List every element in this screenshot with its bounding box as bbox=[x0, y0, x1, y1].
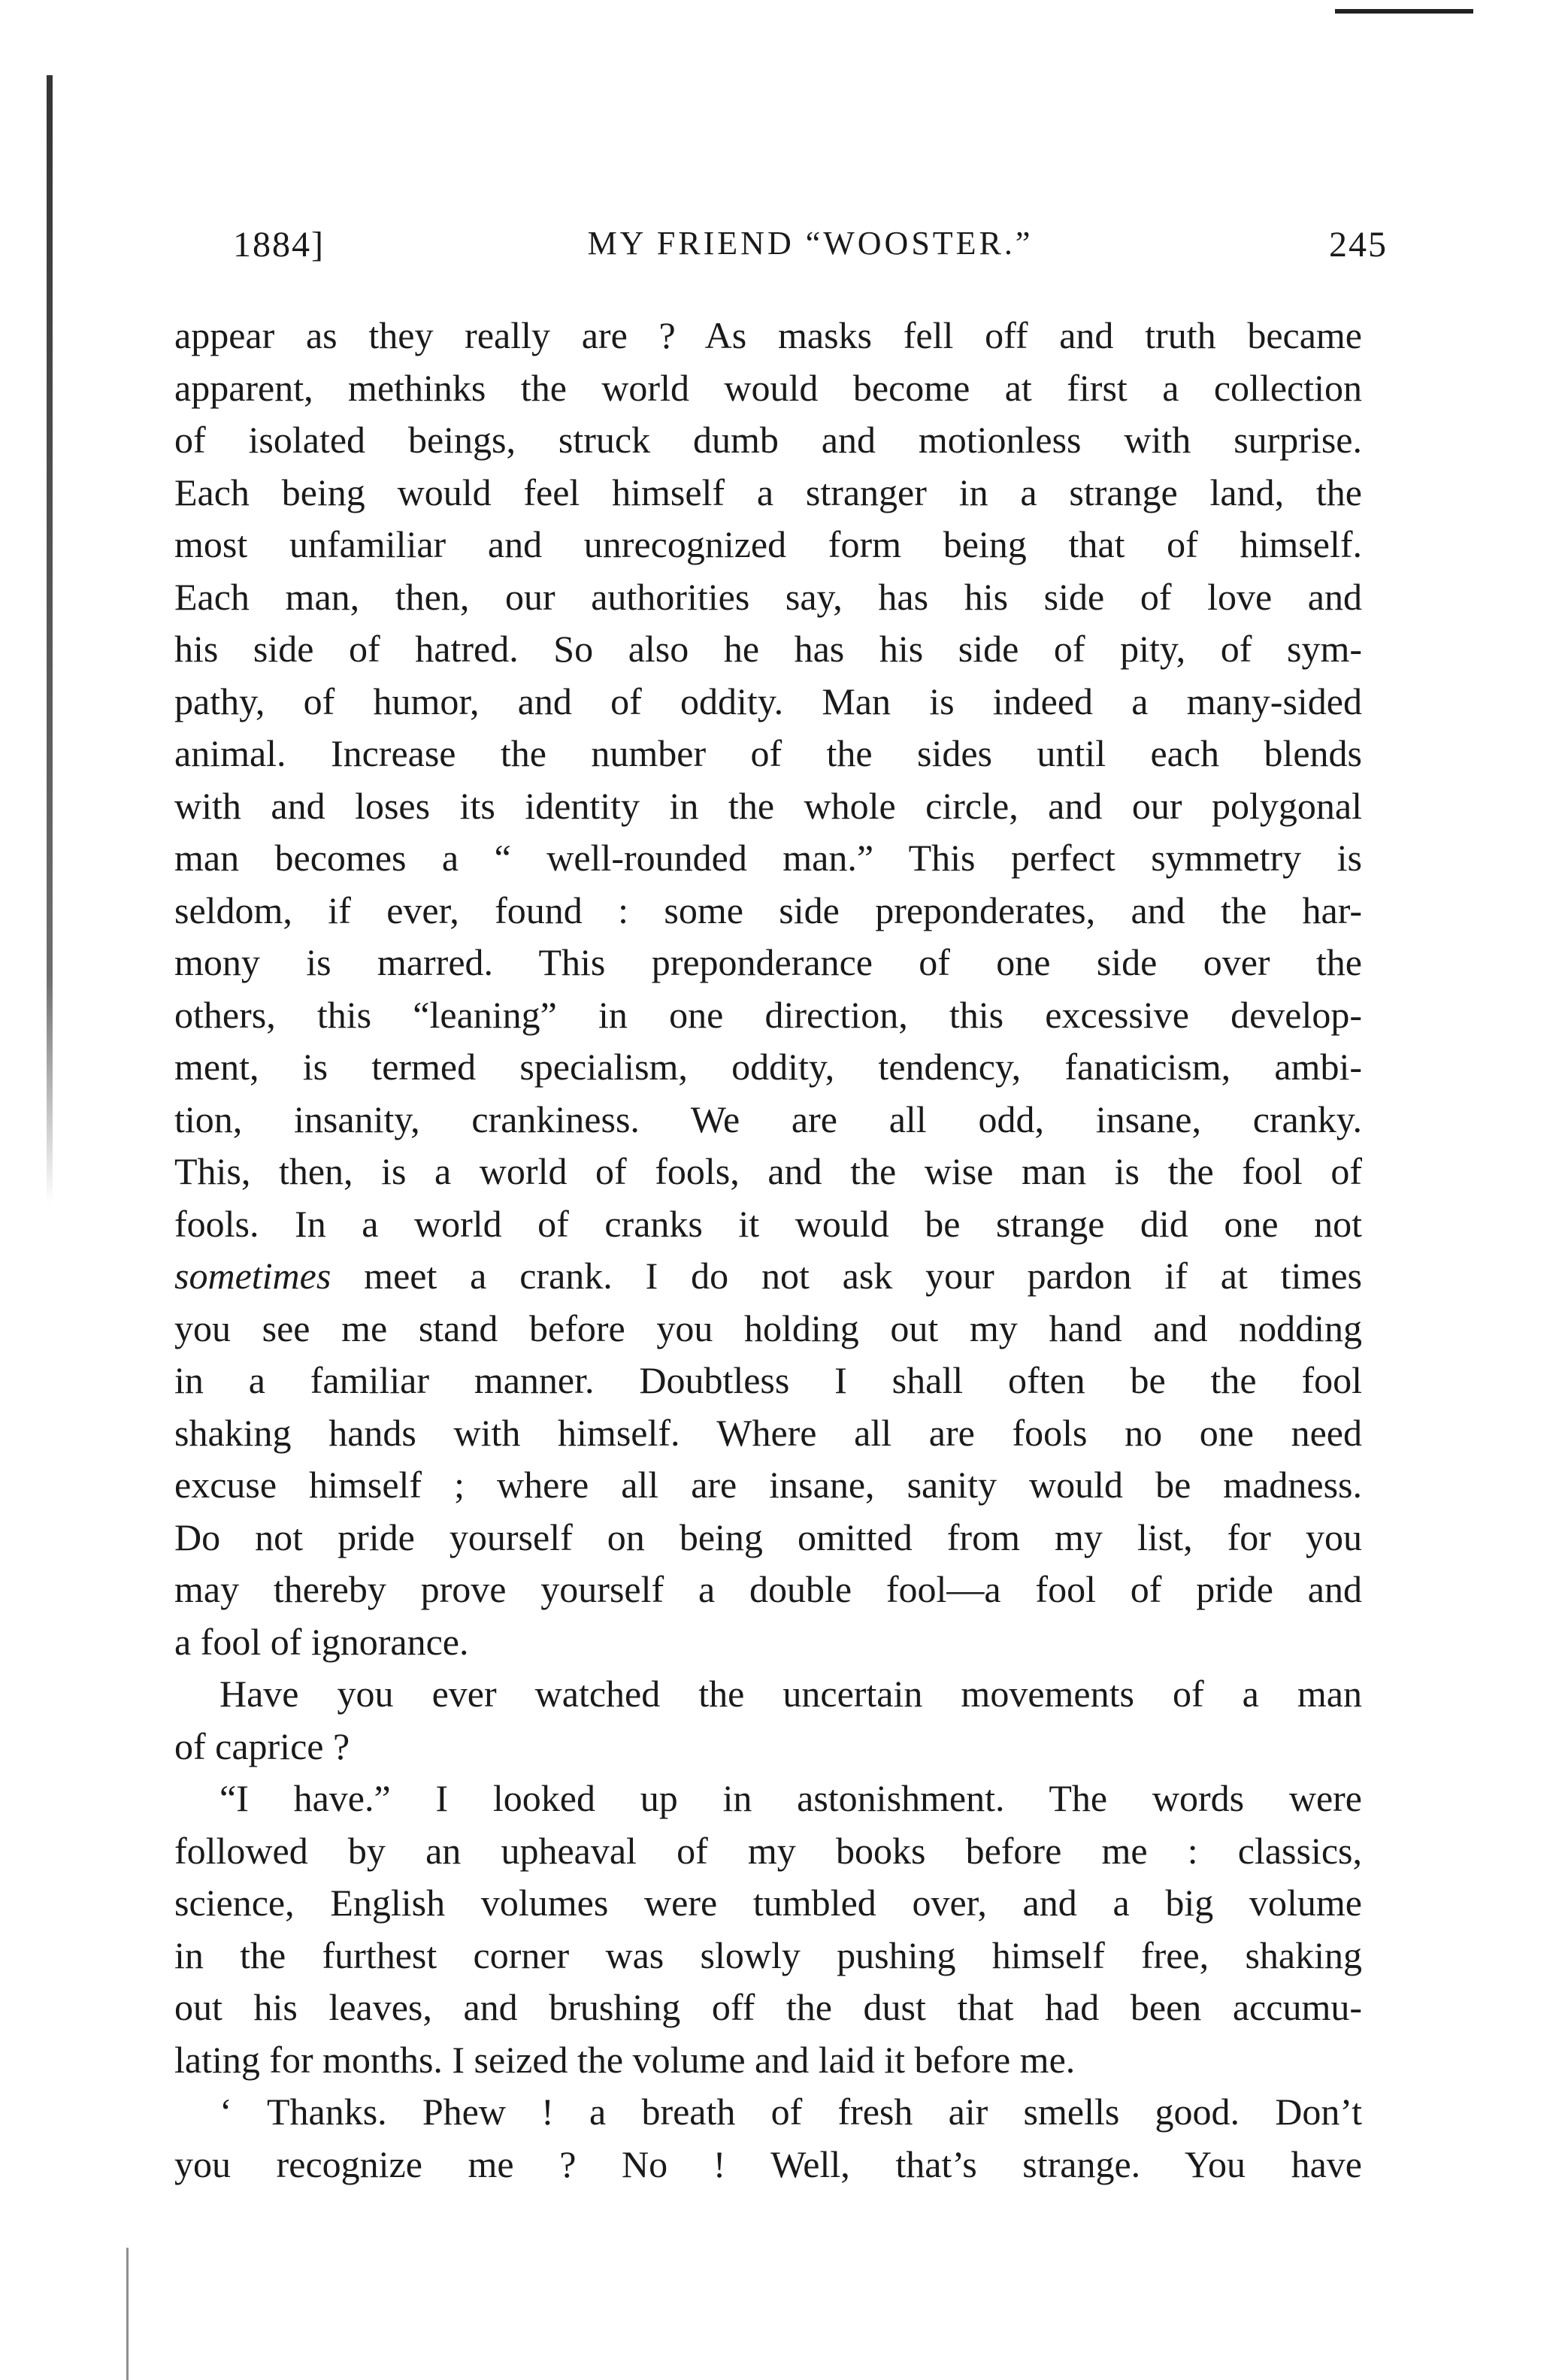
running-head bbox=[233, 224, 1388, 277]
text-line: in the furthest corner was slowly pushing himself free, shaking bbox=[174, 1933, 1362, 1976]
running-head-title: MY FRIEND “WOOSTER.” bbox=[587, 225, 1034, 262]
text-line: you see me stand before you holding out my hand and nodding bbox=[174, 1307, 1362, 1349]
binding-shadow-lower bbox=[126, 2248, 129, 2380]
text-line: shaking hands with himself. Where all are fools no one need bbox=[174, 1411, 1362, 1454]
text-line: apparent, methinks the world would become at first a collection bbox=[174, 366, 1362, 409]
text-line: appear as they really are ? As masks fell off and truth became bbox=[174, 314, 1362, 356]
text-line: Each being would feel himself a stranger in a strange land, the bbox=[174, 471, 1362, 513]
text-line: This, then, is a world of fools, and the wise man is the fool of bbox=[174, 1150, 1362, 1192]
text-line: mony is marred. This preponderance of one side over the bbox=[174, 941, 1362, 983]
text-line: pathy, of humor, and of oddity. Man is indeed a many-sided bbox=[174, 680, 1362, 722]
text-line: of isolated beings, struck dumb and motionless with surprise. bbox=[174, 419, 1362, 461]
text-line: with and loses its identity in the whole circle, and our polygonal bbox=[174, 784, 1362, 827]
text-line: Each man, then, our authorities say, has his side of love and bbox=[174, 575, 1362, 618]
text-line: science, English volumes were tumbled over, and a big volume bbox=[174, 1882, 1362, 1924]
text-line: seldom, if ever, found : some side preponderates, and the har- bbox=[174, 889, 1362, 931]
italic-word: sometimes bbox=[174, 1255, 331, 1297]
top-rule bbox=[1335, 9, 1473, 14]
text-line: lating for months. I seized the volume and laid it before me. bbox=[174, 2038, 1076, 2081]
page-number: 245 bbox=[1329, 225, 1388, 265]
running-head-year: 1884] bbox=[233, 225, 325, 265]
text-line: tion, insanity, crankiness. We are all odd, insane, cranky. bbox=[174, 1098, 1362, 1140]
text-line: may thereby prove yourself a double fool—a fool of pride and bbox=[174, 1568, 1362, 1610]
text-line: Do not pride yourself on being omitted from my list, for you bbox=[174, 1516, 1362, 1558]
text-line: animal. Increase the number of the sides until each blends bbox=[174, 732, 1362, 774]
text-line: out his leaves, and brushing off the dust that had been accumu- bbox=[174, 1986, 1362, 2028]
text-line: followed by an upheaval of my books before me : classics, bbox=[174, 1829, 1362, 1872]
text-line: in a familiar manner. Doubtless I shall often be the fool bbox=[174, 1359, 1362, 1401]
text-line: others, this “leaning” in one direction, this excessive develop- bbox=[174, 993, 1362, 1036]
text-line: his side of hatred. So also he has his side of pity, of sym- bbox=[174, 628, 1362, 670]
line-rest: meet a crank. I do not ask your pardon if at times bbox=[364, 1255, 1362, 1297]
text-line: most unfamiliar and unrecognized form being that of himself. bbox=[174, 523, 1362, 565]
text-line: ment, is termed specialism, oddity, tendency, fanaticism, ambi- bbox=[174, 1046, 1362, 1088]
text-line: a fool of ignorance. bbox=[174, 1620, 469, 1663]
binding-shadow bbox=[47, 75, 53, 1203]
text-line: “I have.” I looked up in astonishment. The words were bbox=[219, 1777, 1362, 1819]
text-line: of caprice ? bbox=[174, 1724, 350, 1767]
text-line: ‘ Thanks. Phew ! a breath of fresh air smells good. Don’t bbox=[219, 2091, 1362, 2133]
text-line: fools. In a world of cranks it would be strange did one not bbox=[174, 1202, 1362, 1245]
text-line: Have you ever watched the uncertain movements of a man bbox=[219, 1673, 1362, 1715]
text-line: you recognize me ? No ! Well, that’s strange. You have bbox=[174, 2142, 1362, 2185]
text-line bbox=[174, 1250, 1362, 1303]
body-text bbox=[174, 310, 1362, 2191]
text-line: man becomes a “ well-rounded man.” This perfect symmetry is bbox=[174, 837, 1362, 879]
text-line: excuse himself ; where all are insane, sanity would be madness. bbox=[174, 1464, 1362, 1506]
